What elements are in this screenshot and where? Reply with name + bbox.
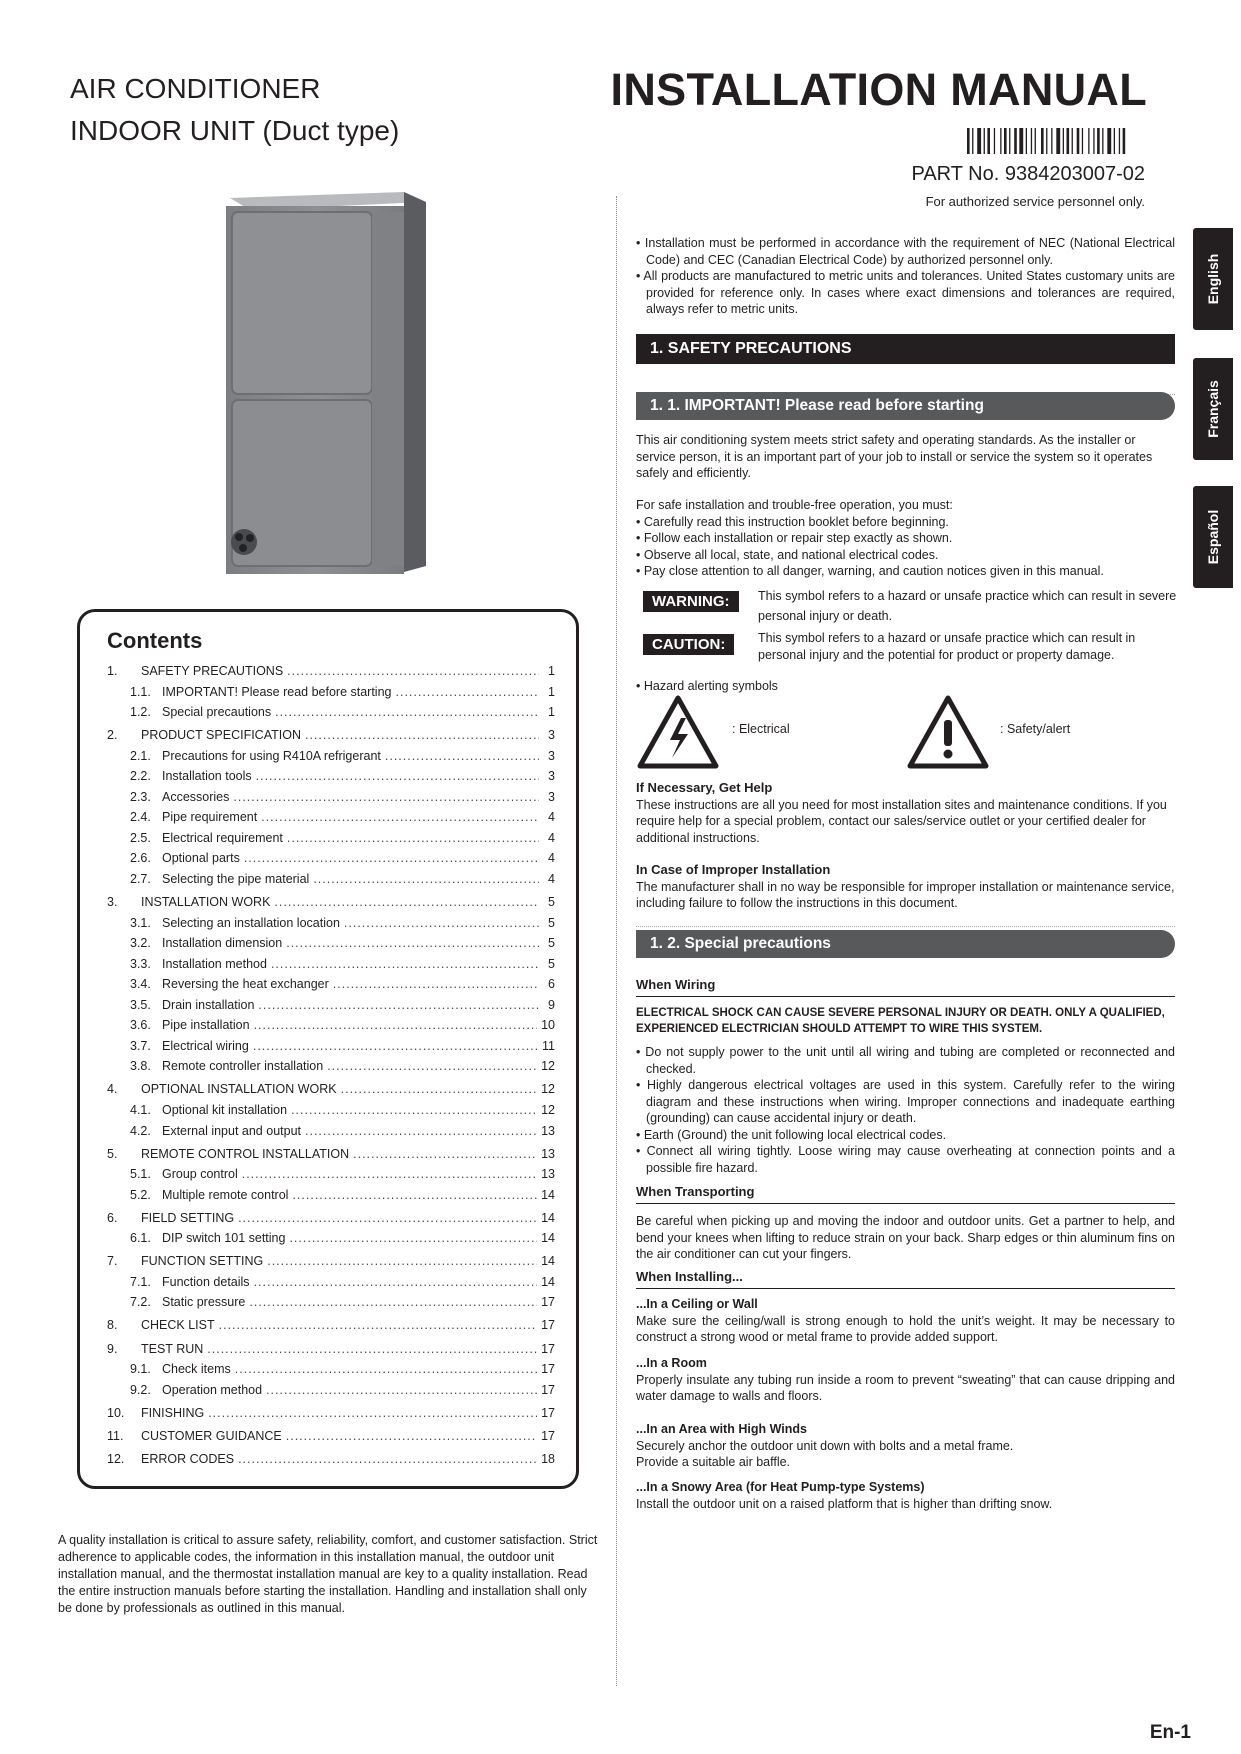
toc-leader-dots: [207, 1342, 537, 1356]
winds-text: Provide a suitable air baffle.: [636, 1455, 791, 1469]
toc-entry-label: FINISHING: [141, 1405, 205, 1420]
toc-entry-label: Function details: [162, 1274, 250, 1289]
caution-text: This symbol refers to a hazard or unsafe practice which can result in personal injury and the potential for product or property damage.: [758, 631, 1136, 662]
toc-entry-number: 2.6.: [130, 851, 151, 866]
toc-entry[interactable]: [107, 831, 555, 852]
toc-leader-dots: [244, 851, 539, 865]
toc-leader-dots: [208, 1406, 537, 1420]
toc-entry-label: Reversing the heat exchanger: [162, 977, 329, 992]
section-rule: [636, 926, 1175, 927]
wiring-bullets: [636, 1044, 1175, 1176]
winds-block: [636, 1421, 1175, 1471]
toc-entry-label: Special precautions: [162, 705, 272, 720]
toc-entry-number: 7.1.: [130, 1274, 151, 1289]
toc-leader-dots: [286, 936, 539, 950]
toc-entry-page: 1: [548, 684, 555, 699]
get-help-text: These instructions are all you need for most installation sites and maintenance conditions. If you require help for a special problem, contact our sales/service outlet or your certified dealer for additional instructions.: [636, 797, 1167, 845]
toc-entry-label: CUSTOMER GUIDANCE: [141, 1428, 282, 1443]
language-tab-english[interactable]: [1193, 228, 1233, 330]
toc-entry[interactable]: [107, 790, 555, 811]
language-tab-espanol[interactable]: [1193, 486, 1233, 588]
toc-entry[interactable]: [107, 916, 555, 937]
improper-block: [636, 862, 1175, 912]
toc-entry[interactable]: [107, 1211, 555, 1232]
toc-leader-dots: [238, 1211, 537, 1225]
toc-entry-label: SAFETY PRECAUTIONS: [141, 664, 284, 678]
toc-entry-page: 17: [541, 1341, 555, 1356]
toc-entry-label: Optional parts: [162, 851, 240, 866]
toc-entry-page: 1: [548, 664, 555, 678]
toc-entry[interactable]: [107, 998, 555, 1019]
toc-leader-dots: [254, 1275, 538, 1289]
toc-entry[interactable]: [107, 895, 555, 916]
toc-entry-page: 14: [541, 1274, 555, 1289]
toc-leader-dots: [253, 1039, 538, 1053]
intro-bullet: • All products are manufactured to metric units and tolerances. United States customary units are provided for reference only. In cases where exact dimensions and tolerances are required, always refer to metric units.: [636, 269, 1175, 316]
toc-leader-dots: [287, 831, 539, 845]
toc-entry[interactable]: [107, 1147, 555, 1168]
hazard-title: • Hazard alerting symbols: [636, 679, 778, 693]
improper-title: In Case of Improper Installation: [636, 862, 831, 877]
toc-entry-page: 17: [541, 1428, 555, 1443]
toc-entry-label: TEST RUN: [141, 1341, 204, 1356]
part-number: PART No. 9384203007-02: [911, 163, 1145, 185]
quality-statement: A quality installation is critical to assure safety, reliability, comfort, and customer satisfaction. Strict adherence to applicable codes, the information in this installation manual, the outdoor unit installation manual, and the thermostat installation manual are key to a quality installation. Read the entire instruction manuals before starting the installation. Handling and installation shall only be done by professionals as outlined in this manual.: [58, 1533, 598, 1615]
toc-entry-page: 9: [548, 997, 555, 1012]
section-heading-safety: 1. SAFETY PRECAUTIONS: [636, 334, 1175, 364]
must-item: • Observe all local, state, and national electrical codes.: [636, 547, 939, 562]
toc-entry[interactable]: [107, 1254, 555, 1275]
toc-entry-number: 6.: [107, 1210, 118, 1225]
toc-leader-dots: [274, 895, 539, 909]
toc-entry[interactable]: [107, 728, 555, 749]
page-title: INSTALLATION MANUAL: [610, 64, 1147, 115]
toc-entry[interactable]: [107, 1406, 555, 1427]
subsection-heading-important: 1. 1. IMPORTANT! Please read before starting: [636, 392, 1175, 420]
toc-entry-label: ERROR CODES: [141, 1451, 235, 1466]
toc-entry[interactable]: [107, 810, 555, 831]
ceiling-block: [636, 1296, 1175, 1346]
toc-entry-label: FUNCTION SETTING: [141, 1254, 264, 1269]
toc-entry[interactable]: [107, 1275, 555, 1296]
toc-entry[interactable]: [107, 705, 555, 726]
toc-entry-number: 7.: [107, 1254, 118, 1269]
toc-entry-page: 5: [548, 936, 555, 951]
transport-title: When Transporting: [636, 1184, 755, 1199]
toc-leader-dots: [292, 1188, 537, 1202]
snow-text: Install the outdoor unit on a raised platform that is higher than drifting snow.: [636, 1496, 1053, 1511]
toc-entry-label: Accessories: [162, 789, 230, 804]
toc-entry[interactable]: [107, 936, 555, 957]
toc-entry-page: 13: [541, 1123, 555, 1138]
toc-entry-number: 4.1.: [130, 1102, 151, 1117]
toc-entry[interactable]: [107, 977, 555, 998]
toc-entry[interactable]: [107, 749, 555, 770]
toc-entry-label: INSTALLATION WORK: [141, 895, 271, 910]
toc-entry-page: 12: [541, 1059, 555, 1074]
authorized-note: For authorized service personnel only.: [925, 194, 1145, 209]
toc-leader-dots: [238, 1452, 537, 1466]
toc-entry-number: 2.5.: [130, 830, 151, 845]
toc-entry-number: 11.: [107, 1428, 124, 1443]
toc-leader-dots: [313, 872, 539, 886]
toc-entry-page: 4: [548, 830, 555, 845]
toc-entry[interactable]: [107, 1188, 555, 1209]
toc-entry-label: OPTIONAL INSTALLATION WORK: [141, 1082, 337, 1097]
toc-entry-label: DIP switch 101 setting: [162, 1231, 286, 1246]
toc-entry-page: 14: [541, 1187, 555, 1202]
contents-title: Contents: [107, 628, 203, 653]
toc-leader-dots: [353, 1147, 537, 1161]
toc-entry[interactable]: [107, 1295, 555, 1316]
toc-entry-number: 2.4.: [130, 810, 151, 825]
toc-entry-number: 4.2.: [130, 1123, 151, 1138]
toc-entry-number: 1.2.: [130, 705, 151, 720]
toc-entry-label: Check items: [162, 1362, 231, 1377]
toc-entry-label: Selecting the pipe material: [162, 871, 310, 886]
toc-entry-number: 1.: [107, 664, 118, 678]
intro-bullet: • Installation must be performed in accordance with the requirement of NEC (National Electrical Code) and CEC (Canadian Electrical Code) by authorized personnel only.: [636, 236, 1175, 267]
toc-entry-page: 14: [541, 1231, 555, 1246]
toc-entry-number: 5.: [107, 1146, 118, 1161]
wiring-bullet: • Do not supply power to the unit until all wiring and tubing are completed or reconnected and checked.: [636, 1045, 1175, 1076]
toc-leader-dots: [305, 1124, 537, 1138]
toc-entry-page: 12: [541, 1082, 555, 1097]
toc-entry[interactable]: [107, 1429, 555, 1450]
toc-leader-dots: [233, 790, 539, 804]
toc-entry-page: 13: [541, 1167, 555, 1182]
indoor-unit-image: [222, 190, 428, 580]
product-heading: [70, 68, 399, 152]
toc-entry-label: Multiple remote control: [162, 1187, 289, 1202]
wiring-bullet: • Earth (Ground) the unit following local electrical codes.: [636, 1127, 947, 1142]
toc-leader-dots: [267, 1254, 537, 1268]
toc-entry[interactable]: [107, 1452, 555, 1473]
toc-entry-number: 9.2.: [130, 1382, 151, 1397]
toc-entry-page: 17: [541, 1318, 555, 1333]
toc-entry[interactable]: [107, 1362, 555, 1383]
toc-entry[interactable]: [107, 1231, 555, 1252]
must-item: • Pay close attention to all danger, warning, and caution notices given in this manual.: [636, 564, 1104, 578]
toc-entry-number: 10.: [107, 1405, 125, 1420]
toc-entry[interactable]: [107, 769, 555, 790]
room-text: Properly insulate any tubing run inside a room to prevent “sweating” that can cause dripping and water damage to walls and floors.: [636, 1372, 1175, 1403]
toc-entry-number: 12.: [107, 1451, 125, 1466]
must-item: • Follow each installation or repair step exactly as shown.: [636, 531, 953, 545]
toc-leader-dots: [266, 1383, 537, 1397]
toc-leader-dots: [327, 1059, 537, 1073]
toc-entry-page: 10: [541, 1018, 555, 1033]
toc-entry-page: 3: [548, 728, 555, 743]
toc-entry-label: PRODUCT SPECIFICATION: [141, 728, 301, 743]
improper-text: The manufacturer shall in no way be responsible for improper installation or maintenance service, including failure to follow the instructions in this document.: [636, 879, 1175, 910]
toc-entry-label: Operation method: [162, 1382, 263, 1397]
language-tab-label: Español: [1205, 509, 1221, 565]
toc-entry-label: Static pressure: [162, 1295, 246, 1310]
table-of-contents: [107, 664, 555, 1472]
toc-entry-page: 12: [541, 1102, 555, 1117]
toc-leader-dots: [261, 810, 539, 824]
toc-entry-page: 13: [541, 1146, 555, 1161]
toc-entry[interactable]: [107, 1383, 555, 1404]
toc-leader-dots: [305, 728, 539, 742]
toc-entry-number: 3.8.: [130, 1059, 151, 1074]
toc-entry-page: 3: [548, 769, 555, 784]
important-paragraph: This air conditioning system meets strict safety and operating standards. As the installer or service person, it is an important part of your job to install or service the system so it operates safely and efficiently.: [636, 433, 1153, 480]
toc-entry-label: Selecting an installation location: [162, 915, 340, 930]
toc-entry-number: 6.1.: [130, 1231, 151, 1246]
toc-entry-number: 2.7.: [130, 871, 151, 886]
toc-entry-number: 5.1.: [130, 1167, 151, 1182]
toc-entry-number: 3.7.: [130, 1038, 151, 1053]
toc-entry-page: 18: [541, 1451, 555, 1466]
toc-entry-label: Drain installation: [162, 997, 255, 1012]
toc-entry[interactable]: [107, 957, 555, 978]
snow-block: [636, 1479, 1175, 1512]
toc-entry-page: 17: [541, 1362, 555, 1377]
toc-entry[interactable]: [107, 1082, 555, 1103]
toc-entry-label: Precautions for using R410A refrigerant: [162, 748, 381, 763]
toc-entry-page: 5: [548, 956, 555, 971]
toc-entry[interactable]: [107, 1167, 555, 1188]
toc-entry-number: 3.5.: [130, 997, 151, 1012]
toc-leader-dots: [396, 685, 540, 699]
ceiling-title: ...In a Ceiling or Wall: [636, 1297, 758, 1311]
electrical-hazard-label: : Electrical: [732, 722, 790, 736]
snow-title: ...In a Snowy Area (for Heat Pump-type Systems): [636, 1480, 925, 1494]
toc-leader-dots: [289, 1231, 537, 1245]
safety-alert-label: : Safety/alert: [1000, 722, 1071, 736]
subsection-heading-special: 1. 2. Special precautions: [636, 930, 1175, 958]
toc-leader-dots: [219, 1318, 537, 1332]
wiring-rule: [636, 996, 1175, 997]
product-type: AIR CONDITIONER: [70, 73, 321, 104]
toc-leader-dots: [235, 1362, 537, 1376]
winds-text: Securely anchor the outdoor unit down with bolts and a metal frame.: [636, 1438, 1014, 1453]
product-subtype: INDOOR UNIT (Duct type): [70, 115, 400, 146]
language-tab-francais[interactable]: [1193, 358, 1233, 460]
must-item: • Carefully read this instruction booklet before beginning.: [636, 514, 949, 529]
warning-text: This symbol refers to a hazard or unsafe practice which can result in severe personal injury or death.: [758, 589, 1177, 623]
toc-leader-dots: [344, 916, 539, 930]
column-divider: [616, 196, 617, 1686]
toc-entry-label: Pipe requirement: [162, 810, 258, 825]
toc-entry-page: 4: [548, 851, 555, 866]
toc-entry-number: 2.2.: [130, 769, 151, 784]
toc-entry[interactable]: [107, 664, 555, 685]
toc-entry-page: 3: [548, 748, 555, 763]
toc-leader-dots: [271, 957, 539, 971]
toc-leader-dots: [341, 1082, 537, 1096]
wiring-title: When Wiring: [636, 977, 716, 992]
toc-entry-number: 3.4.: [130, 977, 151, 992]
warning-label: WARNING:: [643, 591, 739, 612]
transport-rule: [636, 1203, 1175, 1204]
pipe-connections: [231, 529, 257, 555]
toc-entry-label: REMOTE CONTROL INSTALLATION: [141, 1146, 350, 1161]
toc-entry-number: 9.1.: [130, 1362, 151, 1377]
page-number: En-1: [1149, 1722, 1191, 1743]
get-help-block: [636, 780, 1175, 846]
transport-text: Be careful when picking up and moving the indoor and outdoor units. Get a partner to help, and bend your knees when lifting to reduce strain on your back. Sharp edges or thin aluminum fins on the air conditioner can cut your fingers.: [636, 1214, 1175, 1261]
room-block: [636, 1355, 1175, 1405]
toc-entry-page: 11: [542, 1038, 555, 1053]
toc-entry-label: Remote controller installation: [162, 1059, 324, 1074]
toc-entry-page: 17: [541, 1405, 555, 1420]
toc-entry-page: 17: [541, 1295, 555, 1310]
toc-leader-dots: [333, 977, 539, 991]
toc-entry-label: Installation method: [162, 956, 267, 971]
toc-entry-label: Installation tools: [162, 769, 252, 784]
toc-entry-number: 9.: [107, 1341, 118, 1356]
toc-entry[interactable]: [107, 1039, 555, 1060]
wiring-warning: ELECTRICAL SHOCK CAN CAUSE SEVERE PERSONAL INJURY OR DEATH. ONLY A QUALIFIED, EXPERIENCED ELECTRICIAN SHOULD ATTEMPT TO WIRE THIS SYSTEM.: [636, 1007, 1165, 1035]
toc-entry-number: 3.6.: [130, 1018, 151, 1033]
toc-entry-number: 8.: [107, 1318, 118, 1333]
caution-label: CAUTION:: [643, 634, 734, 655]
toc-leader-dots: [287, 664, 539, 678]
must-intro: For safe installation and trouble-free operation, you must:: [636, 498, 953, 512]
toc-entry[interactable]: [107, 1342, 555, 1363]
must-list: [636, 497, 1175, 580]
toc-leader-dots: [291, 1103, 537, 1117]
language-tab-label: English: [1205, 253, 1221, 305]
ceiling-text: Make sure the ceiling/wall is strong enough to hold the unit’s weight. It may be necessary to construct a strong wood or metal frame to provide added support.: [636, 1313, 1175, 1344]
toc-entry-number: 4.: [107, 1082, 118, 1097]
contents-box: [77, 609, 579, 1489]
toc-entry-number: 3.2.: [130, 936, 151, 951]
toc-entry[interactable]: [107, 1018, 555, 1039]
toc-entry-page: 4: [548, 810, 555, 825]
toc-entry-label: Optional kit installation: [162, 1102, 288, 1117]
toc-entry-label: External input and output: [162, 1123, 301, 1138]
toc-entry-number: 2.1.: [130, 748, 151, 763]
toc-entry-number: 5.2.: [130, 1187, 151, 1202]
toc-entry[interactable]: [107, 1103, 555, 1124]
toc-leader-dots: [385, 749, 539, 763]
safety-alert-icon: [906, 694, 990, 770]
toc-entry-page: 5: [548, 915, 555, 930]
toc-entry-number: 7.2.: [130, 1295, 151, 1310]
toc-entry-page: 14: [541, 1210, 555, 1225]
installing-rule: [636, 1288, 1175, 1289]
toc-entry[interactable]: [107, 851, 555, 872]
toc-entry-label: Pipe installation: [162, 1018, 250, 1033]
toc-entry-page: 1: [548, 705, 555, 720]
wiring-bullet: • Highly dangerous electrical voltages are used in this system. Carefully refer to the wiring diagram and these instructions when wiring. Improper connections and inadequate earthing (grounding) can cause accidental injury or death.: [636, 1078, 1175, 1125]
toc-entry-page: 3: [548, 789, 555, 804]
toc-entry-page: 6: [548, 977, 555, 992]
toc-entry-page: 14: [541, 1254, 555, 1269]
wiring-bullet: • Connect all wiring tightly. Loose wiring may cause overheating at connection points and a possible fire hazard.: [636, 1144, 1175, 1175]
winds-title: ...In an Area with High Winds: [636, 1422, 807, 1436]
room-title: ...In a Room: [636, 1356, 707, 1370]
toc-entry-number: 1.1.: [130, 684, 151, 699]
toc-entry[interactable]: [107, 685, 555, 706]
toc-entry[interactable]: [107, 872, 555, 893]
electrical-hazard-icon: [636, 694, 720, 770]
toc-entry-number: 3.1.: [130, 915, 151, 930]
toc-leader-dots: [286, 1429, 537, 1443]
toc-leader-dots: [256, 769, 539, 783]
toc-entry[interactable]: [107, 1124, 555, 1145]
toc-leader-dots: [249, 1295, 537, 1309]
get-help-title: If Necessary, Get Help: [636, 780, 773, 795]
toc-entry-label: IMPORTANT! Please read before starting: [162, 684, 392, 699]
installing-title: When Installing...: [636, 1269, 743, 1284]
toc-entry[interactable]: [107, 1318, 555, 1339]
toc-entry-page: 5: [548, 895, 555, 910]
toc-leader-dots: [275, 705, 539, 719]
toc-entry-number: 2.: [107, 728, 118, 743]
toc-entry-page: 4: [548, 871, 555, 886]
toc-entry-label: Electrical requirement: [162, 830, 283, 845]
toc-entry-label: CHECK LIST: [141, 1318, 215, 1333]
toc-leader-dots: [254, 1018, 538, 1032]
toc-entry-label: Group control: [162, 1167, 238, 1182]
intro-bullets: [636, 235, 1175, 318]
toc-entry-number: 2.3.: [130, 789, 151, 804]
barcode: [967, 128, 1145, 154]
toc-leader-dots: [242, 1167, 537, 1181]
toc-leader-dots: [258, 998, 539, 1012]
toc-entry[interactable]: [107, 1059, 555, 1080]
toc-entry-label: Electrical wiring: [162, 1038, 249, 1053]
toc-entry-page: 17: [541, 1382, 555, 1397]
language-tab-label: Français: [1205, 380, 1221, 438]
toc-entry-label: FIELD SETTING: [141, 1210, 235, 1225]
toc-entry-number: 3.: [107, 895, 118, 910]
toc-entry-number: 3.3.: [130, 956, 151, 971]
toc-entry-label: Installation dimension: [162, 936, 283, 951]
